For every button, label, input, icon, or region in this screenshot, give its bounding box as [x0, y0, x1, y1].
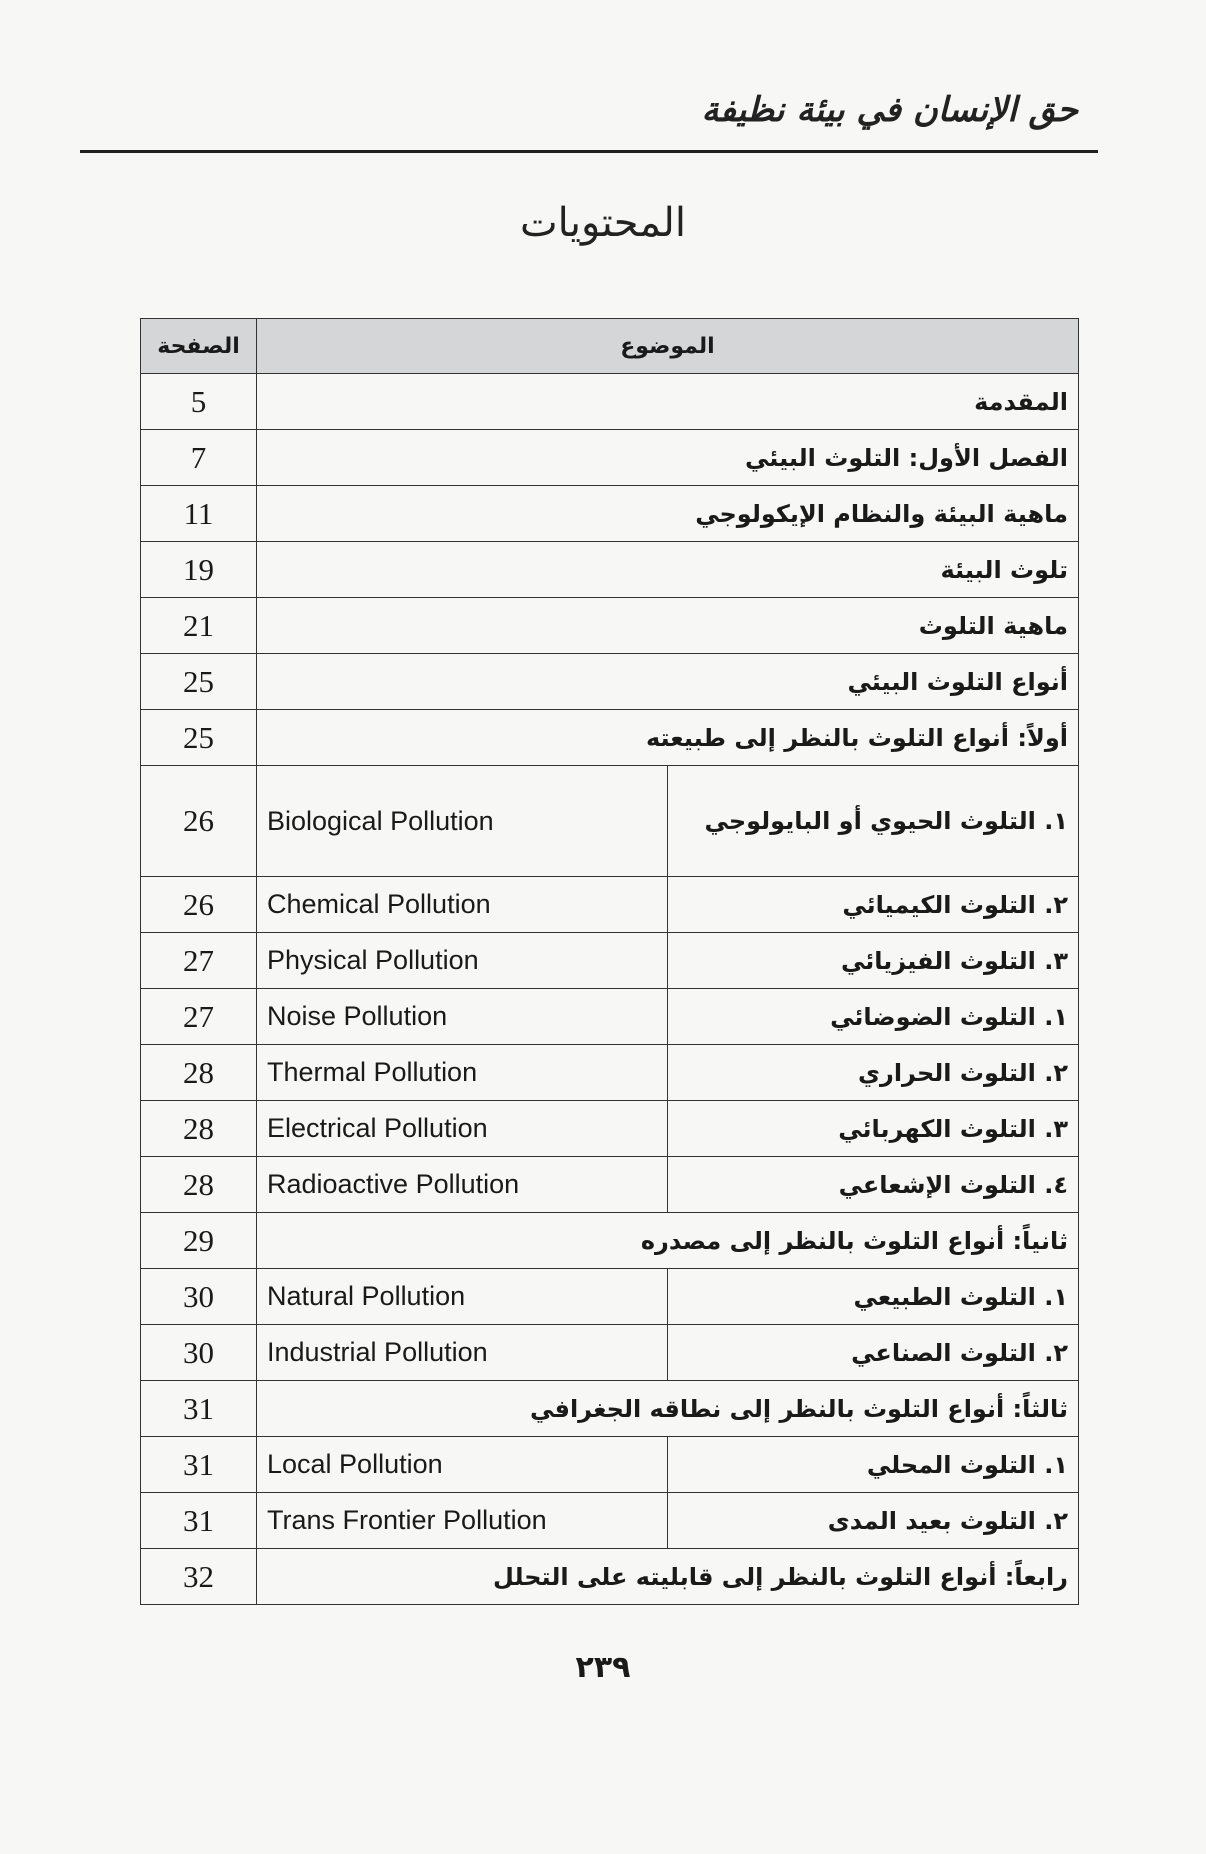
- toc-topic: المقدمة: [257, 374, 1079, 430]
- toc-row: [141, 1213, 1079, 1269]
- toc-page-number: 25: [141, 710, 257, 766]
- toc-row: [141, 598, 1079, 654]
- toc-topic-arabic: ١. التلوث الطبيعي: [668, 1269, 1079, 1325]
- toc-page-number: 31: [141, 1437, 257, 1493]
- toc-topic-arabic: ١. التلوث الحيوي أو البايولوجي: [668, 766, 1079, 877]
- toc-page-number: 28: [141, 1101, 257, 1157]
- toc-page-number: 31: [141, 1381, 257, 1437]
- toc-page-number: 21: [141, 598, 257, 654]
- toc-page-number: 30: [141, 1325, 257, 1381]
- page-number: ٢٣٩: [575, 1650, 631, 1685]
- toc-topic-arabic: ٢. التلوث الصناعي: [668, 1325, 1079, 1381]
- toc-topic: أنواع التلوث البيئي: [257, 654, 1079, 710]
- toc-topic: ثالثاً: أنواع التلوث بالنظر إلى نطاقه الجغرافي: [257, 1381, 1079, 1437]
- toc-page-number: 11: [141, 486, 257, 542]
- toc-topic-english: Physical Pollution: [257, 933, 668, 989]
- toc-topic: الفصل الأول: التلوث البيئي: [257, 430, 1079, 486]
- toc-topic-english: Natural Pollution: [257, 1269, 668, 1325]
- toc-heading: المحتويات: [520, 200, 686, 246]
- toc-topic: رابعاً: أنواع التلوث بالنظر إلى قابليته على التحلل: [257, 1549, 1079, 1605]
- header-rule: [80, 150, 1098, 153]
- toc-page-number: 26: [141, 766, 257, 877]
- toc-topic-arabic: ١. التلوث المحلي: [668, 1437, 1079, 1493]
- toc-topic-arabic: ٢. التلوث الحراري: [668, 1045, 1079, 1101]
- toc-topic-english: Thermal Pollution: [257, 1045, 668, 1101]
- toc-page-number: 31: [141, 1493, 257, 1549]
- toc-page-number: 19: [141, 542, 257, 598]
- toc-page-number: 32: [141, 1549, 257, 1605]
- toc-topic-arabic: ٤. التلوث الإشعاعي: [668, 1157, 1079, 1213]
- toc-row: [141, 430, 1079, 486]
- toc-topic-arabic: ٢. التلوث الكيميائي: [668, 877, 1079, 933]
- toc-row: [141, 989, 1079, 1045]
- toc-row: [141, 1045, 1079, 1101]
- toc-page-number: 5: [141, 374, 257, 430]
- toc-page-number: 30: [141, 1269, 257, 1325]
- col-header-page: الصفحة: [141, 319, 257, 374]
- col-header-topic: الموضوع: [257, 319, 1079, 374]
- toc-page-number: 26: [141, 877, 257, 933]
- toc-page-number: 28: [141, 1045, 257, 1101]
- toc-row: [141, 1269, 1079, 1325]
- toc-topic-english: Radioactive Pollution: [257, 1157, 668, 1213]
- page-header: [80, 90, 1098, 160]
- toc-topic: أولاً: أنواع التلوث بالنظر إلى طبيعته: [257, 710, 1079, 766]
- toc-page-number: 29: [141, 1213, 257, 1269]
- toc-topic-english: Trans Frontier Pollution: [257, 1493, 668, 1549]
- toc-row: [141, 1381, 1079, 1437]
- toc-topic-arabic: ٣. التلوث الفيزيائي: [668, 933, 1079, 989]
- toc-table: [140, 318, 1079, 1605]
- toc-topic: ثانياً: أنواع التلوث بالنظر إلى مصدره: [257, 1213, 1079, 1269]
- toc-row: [141, 1157, 1079, 1213]
- toc-header-row: [141, 319, 1079, 374]
- toc-topic-english: Chemical Pollution: [257, 877, 668, 933]
- toc-topic-arabic: ٢. التلوث بعيد المدى: [668, 1493, 1079, 1549]
- toc-row: [141, 1101, 1079, 1157]
- running-title: حق الإنسان في بيئة نظيفة: [701, 90, 1078, 130]
- toc-row: [141, 710, 1079, 766]
- toc-topic-english: Noise Pollution: [257, 989, 668, 1045]
- toc-topic-arabic: ١. التلوث الضوضائي: [668, 989, 1079, 1045]
- toc-row: [141, 542, 1079, 598]
- toc-row: [141, 933, 1079, 989]
- toc-topic: ماهية التلوث: [257, 598, 1079, 654]
- toc-page-number: 27: [141, 933, 257, 989]
- toc-topic: ماهية البيئة والنظام الإيكولوجي: [257, 486, 1079, 542]
- toc-topic: تلوث البيئة: [257, 542, 1079, 598]
- toc-page-number: 25: [141, 654, 257, 710]
- toc-row: [141, 766, 1079, 877]
- toc-row: [141, 486, 1079, 542]
- toc-topic-english: Electrical Pollution: [257, 1101, 668, 1157]
- toc-row: [141, 374, 1079, 430]
- toc-page-number: 7: [141, 430, 257, 486]
- toc-body: [141, 374, 1079, 1605]
- toc-row: [141, 877, 1079, 933]
- toc-topic-english: Biological Pollution: [257, 766, 668, 877]
- toc-page-number: 28: [141, 1157, 257, 1213]
- toc-row: [141, 1325, 1079, 1381]
- toc-row: [141, 1437, 1079, 1493]
- toc-topic-english: Industrial Pollution: [257, 1325, 668, 1381]
- toc-page-number: 27: [141, 989, 257, 1045]
- toc-topic-arabic: ٣. التلوث الكهربائي: [668, 1101, 1079, 1157]
- toc-row: [141, 1493, 1079, 1549]
- toc-row: [141, 1549, 1079, 1605]
- toc-topic-english: Local Pollution: [257, 1437, 668, 1493]
- toc-row: [141, 654, 1079, 710]
